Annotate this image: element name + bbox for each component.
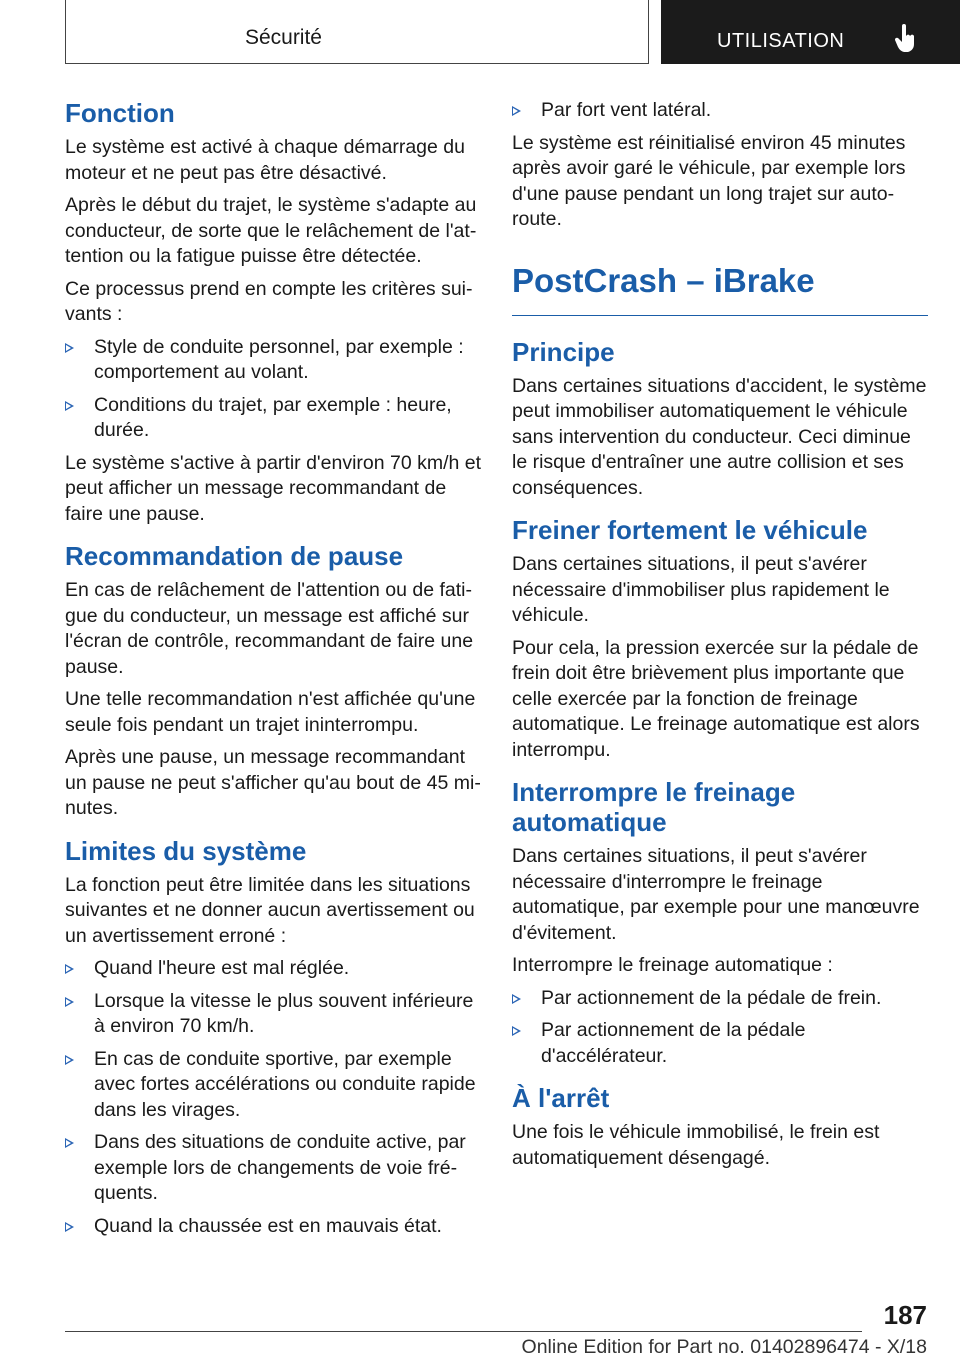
footer-divider bbox=[65, 1331, 862, 1332]
triangle-bullet-icon bbox=[65, 1138, 74, 1148]
paragraph: Dans certaines situations, il peut s'avérer nécessaire d'immobiliser plus rapidement le véhicule. bbox=[512, 553, 890, 626]
bullet-list bbox=[512, 986, 928, 1070]
list-item: Conditions du trajet, par exemple : heure, durée. bbox=[65, 393, 485, 444]
list-item: Par actionnement de la pédale d'accélérateur. bbox=[512, 1018, 928, 1069]
pointing-hand-icon bbox=[895, 24, 917, 54]
list-item: En cas de conduite sportive, par exemple avec fortes accélérations ou conduite rapide dans les virages. bbox=[65, 1047, 485, 1124]
triangle-bullet-icon bbox=[65, 343, 74, 353]
list-item: Style de conduite personnel, par exemple : comportement au volant. bbox=[65, 335, 485, 386]
header-section-box bbox=[65, 0, 649, 64]
bullet-list bbox=[512, 98, 928, 124]
list-item: Par fort vent latéral. bbox=[512, 98, 928, 124]
paragraph: Ce processus prend en compte les critères suivants : bbox=[65, 277, 473, 325]
list-item: Lorsque la vitesse le plus souvent inférieure à environ 70 km/h. bbox=[65, 989, 485, 1040]
triangle-bullet-icon bbox=[512, 1026, 521, 1036]
header-section-title: Sécurité bbox=[244, 26, 322, 49]
heading-recommandation: Recommandation de pause bbox=[65, 541, 404, 571]
header-chapter-tab bbox=[661, 0, 960, 64]
left-column bbox=[65, 98, 485, 1246]
triangle-bullet-icon bbox=[512, 994, 521, 1004]
triangle-bullet-icon bbox=[65, 997, 74, 1007]
paragraph: Interrompre le freinage automatique : bbox=[512, 954, 833, 976]
triangle-bullet-icon bbox=[65, 1055, 74, 1065]
paragraph: En cas de relâchement de l'attention ou de fatigue du conducteur, un message est affiché sur l'écran de contrôle, recommandant de faire une pause. bbox=[65, 579, 474, 678]
paragraph: Dans certaines situations d'accident, le système peut immobiliser automatiquement le véhicule sans intervention du conducteur. Ceci diminue le risque d'entraîner une autre collision et ses conséquences. bbox=[512, 374, 927, 499]
paragraph: Après le début du trajet, le système s'adapte au conducteur, de sorte que le relâchement de l'attention ou la fatigue puisse être détectée. bbox=[65, 194, 477, 267]
right-column bbox=[512, 98, 928, 1171]
heading-principe: Principe bbox=[512, 336, 615, 367]
triangle-bullet-icon bbox=[65, 964, 74, 974]
header-chapter-title: UTILISATION bbox=[717, 30, 845, 52]
page-number: 187 bbox=[883, 1300, 927, 1330]
paragraph: Après une pause, un message recommandant un pause ne peut s'afficher qu'au bout de 45 minutes. bbox=[65, 746, 481, 819]
heading-fonction: Fonction bbox=[65, 98, 175, 128]
bullet-list bbox=[65, 335, 485, 444]
bullet-list bbox=[65, 956, 485, 1239]
heading-limites: Limites du système bbox=[65, 835, 307, 866]
paragraph: Dans certaines situations, il peut s'avérer nécessaire d'interrompre le freinage automatique, par exemple pour une manœuvre d'évitement. bbox=[512, 845, 920, 944]
triangle-bullet-icon bbox=[65, 1222, 74, 1232]
triangle-bullet-icon bbox=[512, 106, 521, 116]
footer-edition: Online Edition for Part no. 01402896474 - X/18 bbox=[521, 1336, 927, 1358]
paragraph: Pour cela, la pression exercée sur la pédale de frein doit être brièvement plus importante que celle exercée par la fonction de freinage automatique. Le freinage automatique est alors interrompu. bbox=[512, 636, 920, 761]
heading-postcrash: PostCrash – iBrake bbox=[512, 261, 928, 316]
paragraph: Le système est activé à chaque démarrage du moteur et ne peut pas être désactivé. bbox=[65, 136, 465, 184]
heading-freiner: Freiner fortement le véhicule bbox=[512, 515, 868, 545]
paragraph: Le système est réinitialisé environ 45 minutes après avoir garé le véhicule, par exemple lors d'une pause pendant un long trajet sur autoroute. bbox=[512, 131, 906, 230]
heading-interrompre: Interrompre le freinage automatique bbox=[512, 777, 796, 837]
paragraph: La fonction peut être limitée dans les situations suivantes et ne donner aucun avertissement ou un avertissement erroné : bbox=[65, 873, 475, 947]
paragraph: Une telle recommandation n'est affichée qu'une seule fois pendant un trajet ininterrompu. bbox=[65, 688, 476, 736]
list-item: Dans des situations de conduite active, par exemple lors de changements de voie fréquents. bbox=[65, 1130, 485, 1207]
list-item: Par actionnement de la pédale de frein. bbox=[512, 986, 928, 1012]
paragraph: Le système s'active à partir d'environ 70 km/h et peut afficher un message recommandant de faire une pause. bbox=[65, 451, 482, 525]
triangle-bullet-icon bbox=[65, 401, 74, 411]
list-item: Quand l'heure est mal réglée. bbox=[65, 956, 485, 982]
paragraph: Une fois le véhicule immobilisé, le frein est automatiquement désengagé. bbox=[512, 1121, 880, 1169]
heading-arret: À l'arrêt bbox=[512, 1083, 610, 1113]
list-item: Quand la chaussée est en mauvais état. bbox=[65, 1214, 485, 1240]
